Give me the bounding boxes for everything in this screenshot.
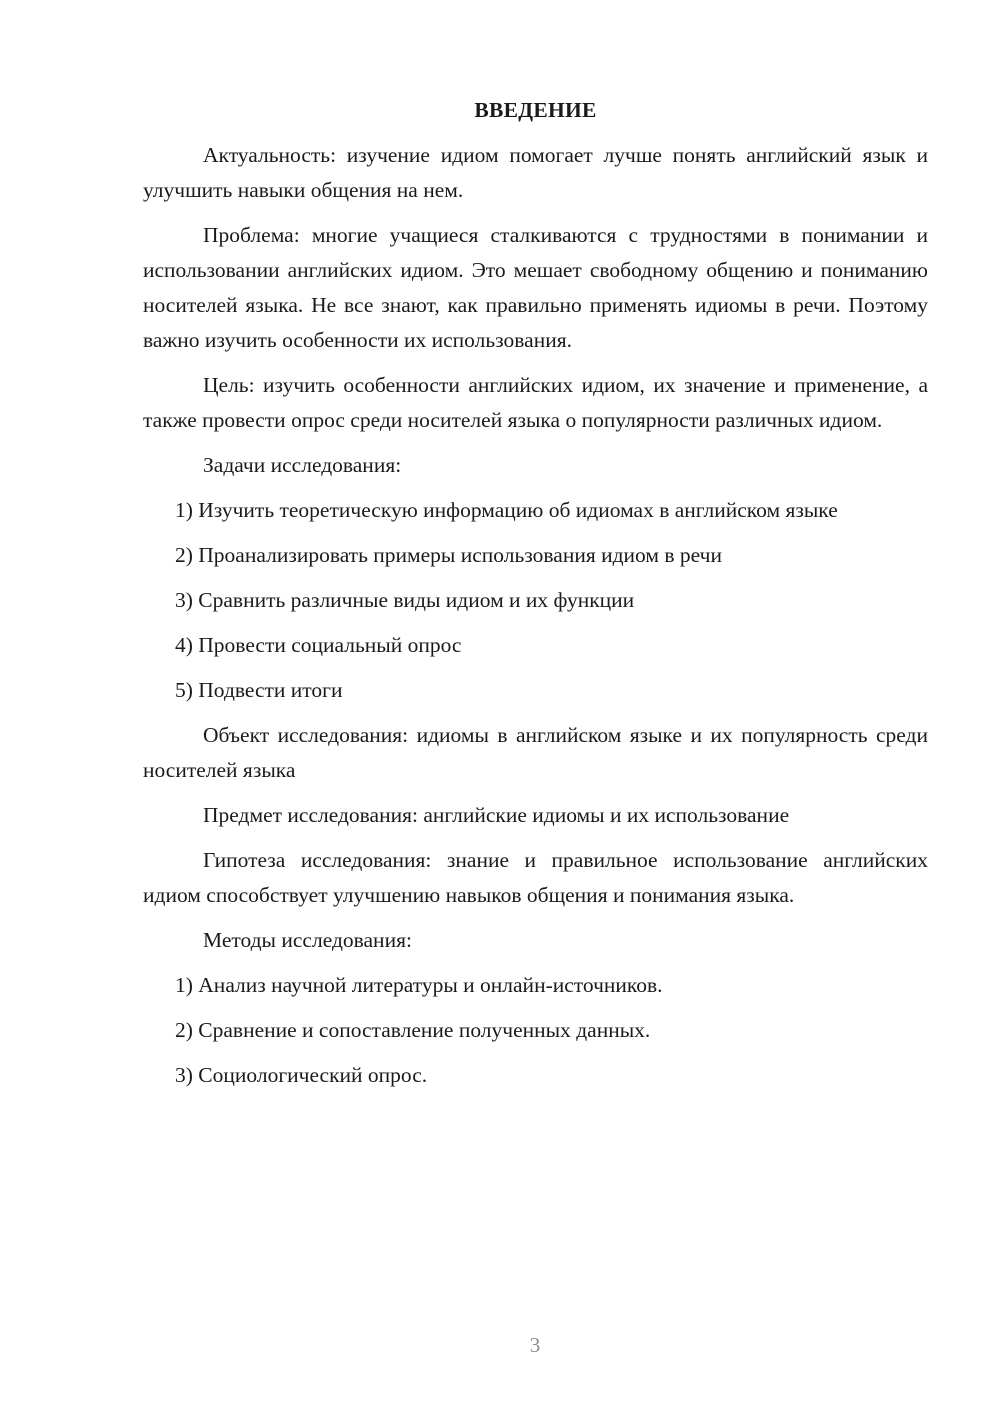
goal-paragraph: Цель: изучить особенности английских идиом, их значение и применение, а также провести опрос среди носителей языка о популярности различных идиом.	[143, 373, 928, 432]
task-item: 2) Проанализировать примеры использования идиом в речи	[175, 543, 722, 567]
method-item: 1) Анализ научной литературы и онлайн-источников.	[175, 973, 663, 997]
methods-heading: Методы исследования:	[203, 928, 412, 952]
method-item: 2) Сравнение и сопоставление полученных данных.	[175, 1018, 651, 1042]
hypothesis-paragraph: Гипотеза исследования: знание и правильное использование английских идиом способствует улучшению навыков общения и понимания языка.	[143, 848, 928, 907]
task-item: 5) Подвести итоги	[175, 678, 343, 702]
task-item: 4) Провести социальный опрос	[175, 633, 462, 657]
subject-paragraph: Предмет исследования: английские идиомы и их использование	[203, 803, 790, 827]
document-page	[143, 96, 928, 1103]
relevance-paragraph: Актуальность: изучение идиом помогает лучше понять английский язык и улучшить навыки общения на нем.	[143, 143, 928, 202]
section-title: ВВЕДЕНИЕ	[474, 98, 597, 122]
object-paragraph: Объект исследования: идиомы в английском языке и их популярность среди носителей языка	[143, 723, 928, 782]
problem-paragraph: Проблема: многие учащиеся сталкиваются с трудностями в понимании и использовании английских идиом. Это мешает свободному общению и пониманию носителей языка. Не все знают, как правильно применять идиомы в речи. Поэтому важно изучить особенности их использования.	[143, 223, 928, 352]
method-item: 3) Социологический опрос.	[175, 1063, 428, 1087]
task-item: 3) Сравнить различные виды идиом и их функции	[175, 588, 635, 612]
tasks-heading: Задачи исследования:	[203, 453, 402, 477]
task-item: 1) Изучить теоретическую информацию об идиомах в английском языке	[175, 498, 838, 522]
page-number: 3	[529, 1333, 541, 1357]
